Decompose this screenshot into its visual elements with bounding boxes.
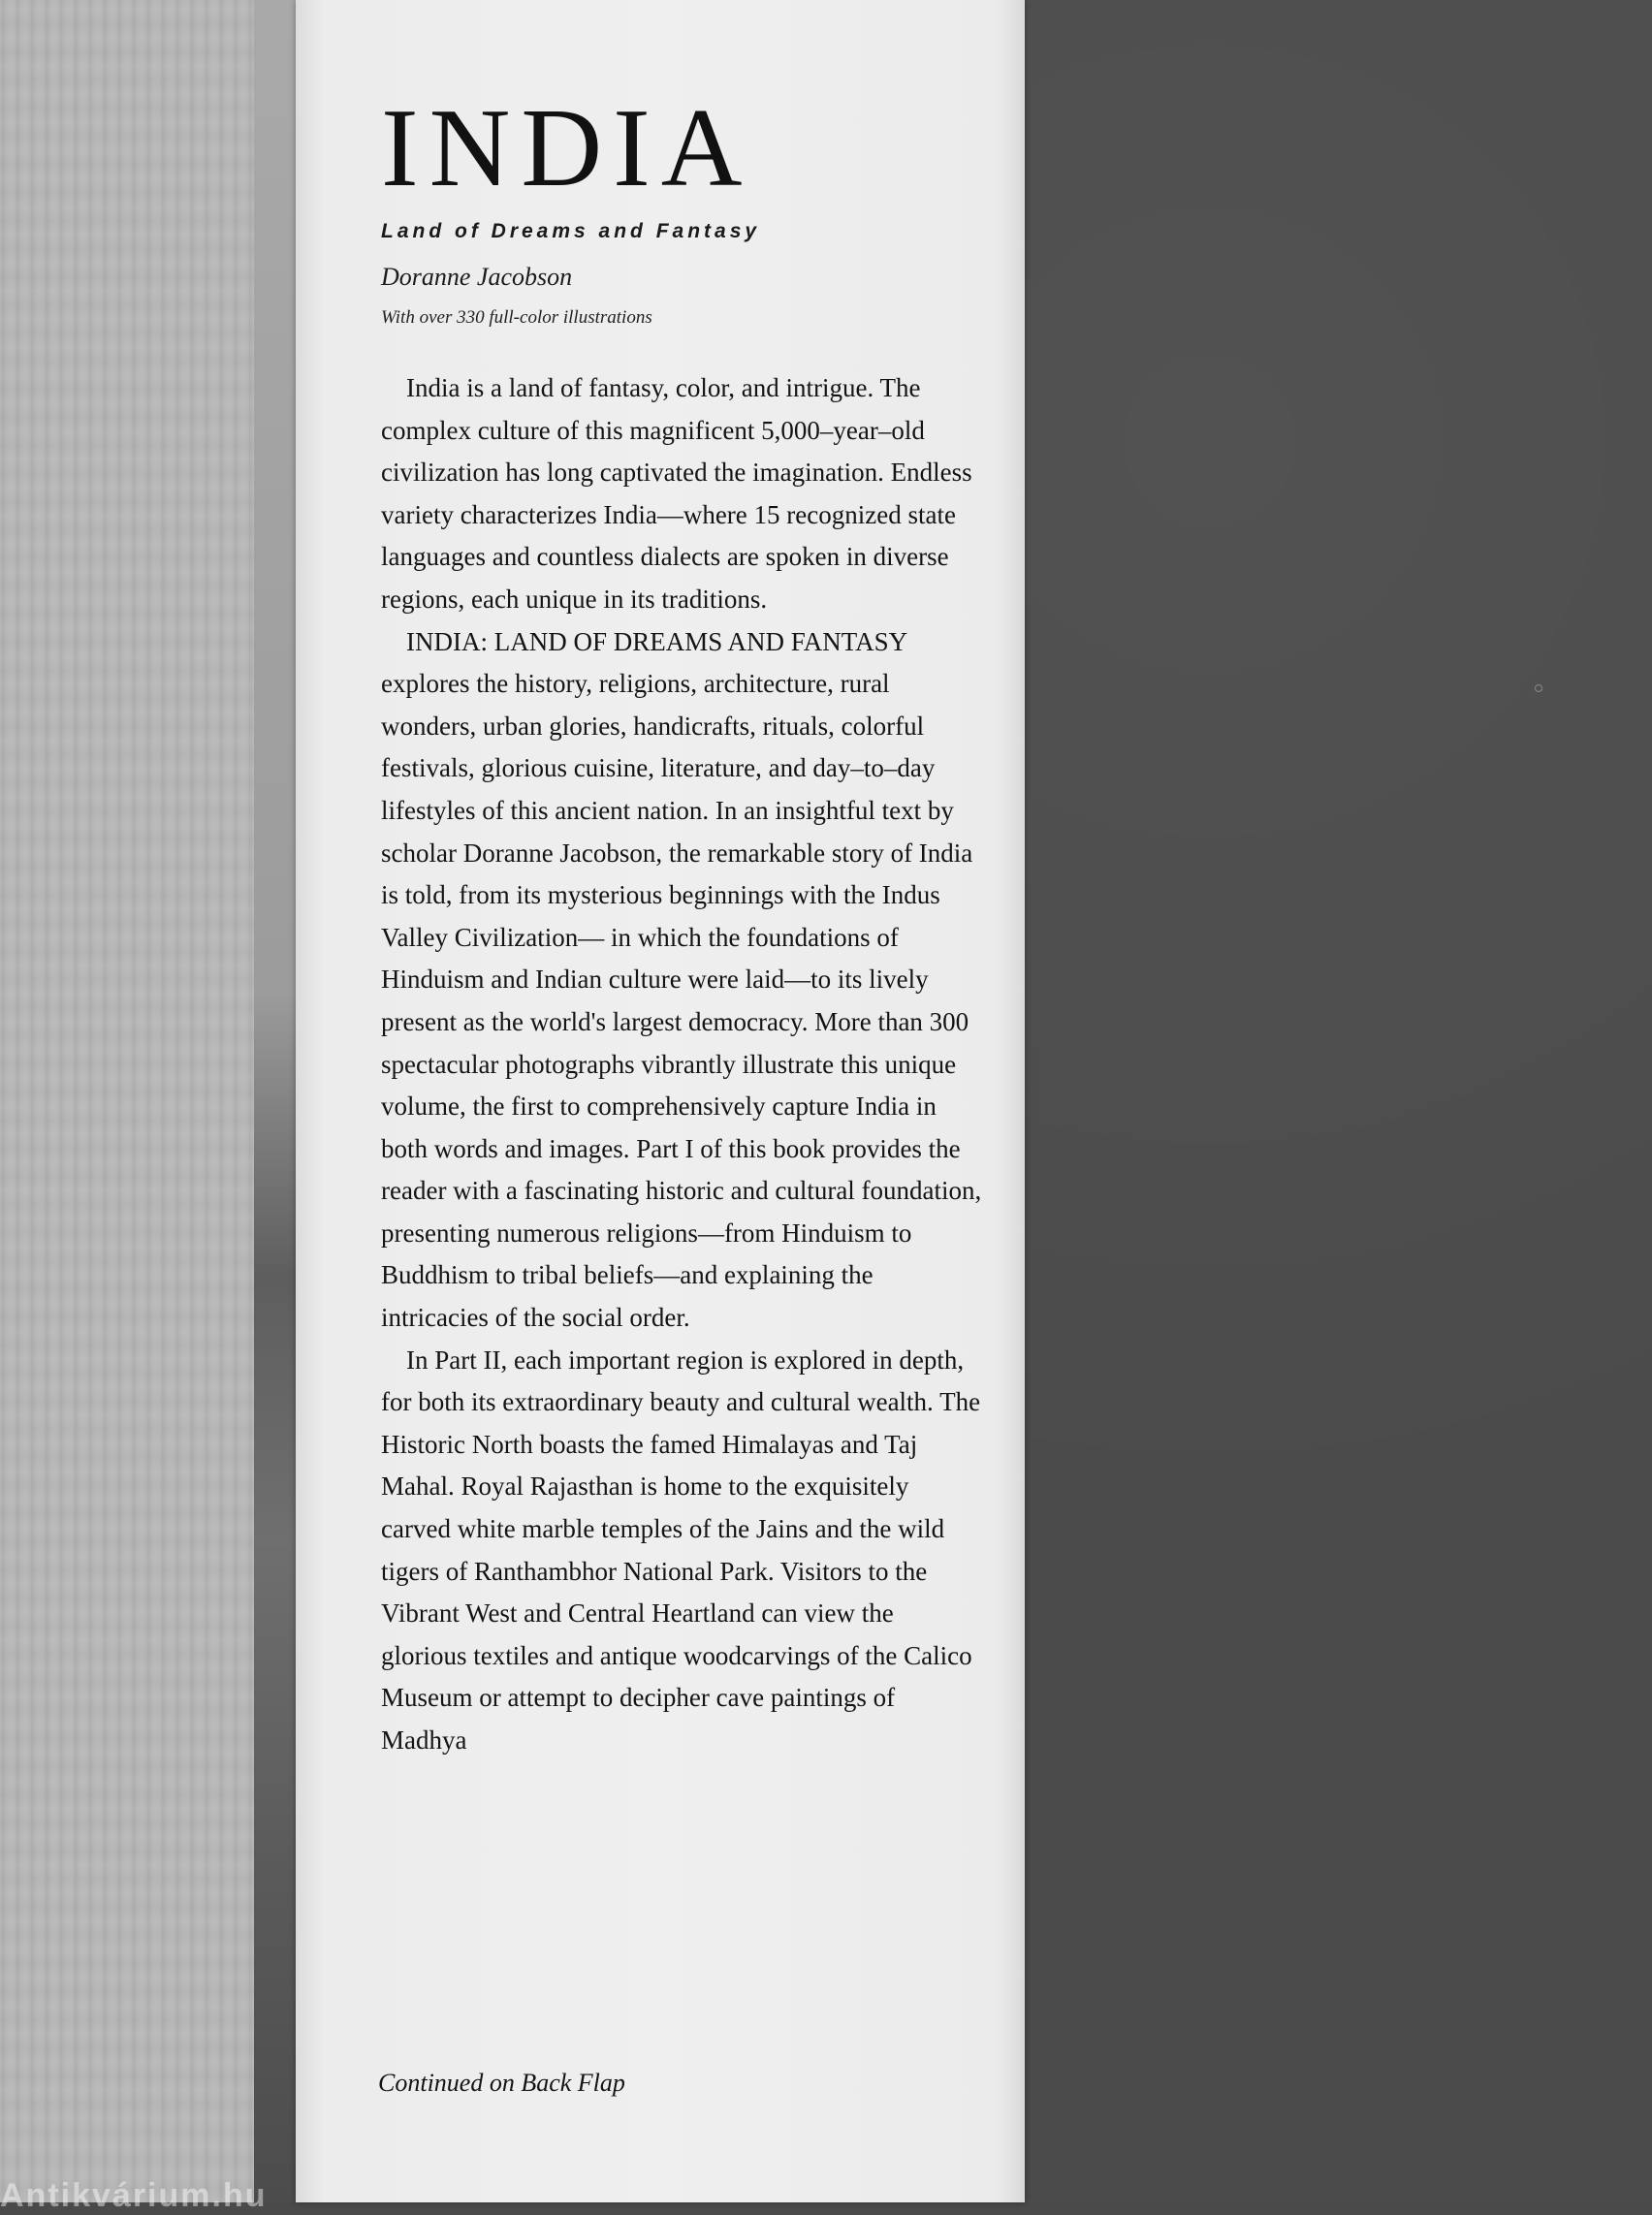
blurb-paragraph: In Part II, each important region is explored in depth, for both its extraordinary beauty and cultural wealth. The Historic North boasts the famed Himalayas and Taj Mahal. Royal Rajasthan is home to the exquisitely carved white marble temples of the Jains and the wild tigers of Ranthambhor National Park. Visitors to the Vibrant West and Central Heartland can view the glorious textiles and antique woodcarvings of the Calico Museum or attempt to decipher cave paintings of Madhya [381, 1345, 981, 1755]
flap-content [381, 86, 982, 1762]
blurb-paragraph: India is a land of fantasy, color, and intrigue. The complex culture of this magnificent 5,000–year–old civilization has long captivated the imagination. Endless variety characterizes India—where 15 recognized state languages and countless dialects are spoken in diverse regions, each unique in its traditions. [381, 373, 972, 614]
wood-shelf-background [0, 0, 254, 2202]
book-title: INDIA [381, 86, 753, 210]
book-subtitle: Land of Dreams and Fantasy [381, 220, 761, 242]
dark-cover-board [1020, 0, 1652, 2202]
blurb-paragraph: INDIA: LAND OF DREAMS AND FANTASY explores the history, religions, architecture, rural wonders, urban glories, handicrafts, rituals, colorful festivals, glorious cuisine, literature, and day–to–day lifestyles of this ancient nation. In an insightful text by scholar Doranne Jacobson, the remarkable story of India is told, from its mysterious beginnings with the Indus Valley Civilization— in which the foundations of Hinduism and Indian culture were laid—to its lively present as the world's largest democracy. More than 300 spectacular photographs vibrantly illustrate this unique volume, the first to comprehensively capture India in both words and images. Part I of this book provides the reader with a fascinating historic and cultural foundation, presenting numerous religions—from Hinduism to Buddhism to tribal beliefs—and explaining the intricacies of the social order. [381, 626, 982, 1333]
author-name: Doranne Jacobson [381, 263, 573, 291]
dust-speck [1535, 684, 1542, 692]
front-flap [296, 0, 1025, 2202]
flap-blurb [381, 367, 982, 1762]
illustrations-note: With over 330 full-color illustrations [381, 307, 652, 328]
continued-note: Continued on Back Flap [378, 2069, 625, 2097]
watermark: Antikvárium.hu [0, 2177, 268, 2214]
